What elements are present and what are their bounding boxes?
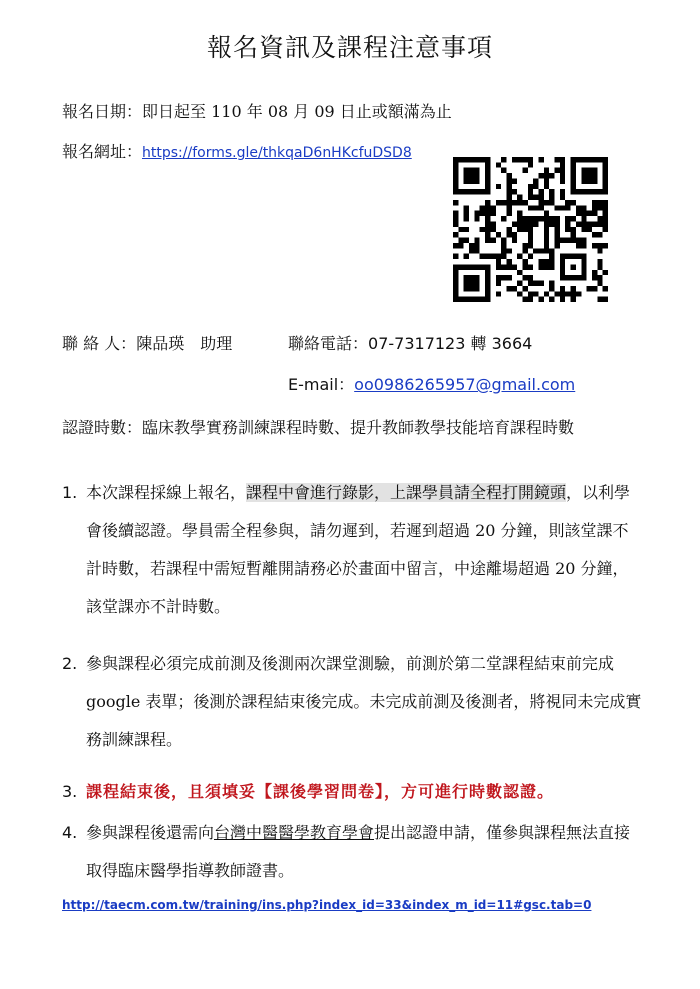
list-item-text: 參與課程後還需向台灣中醫醫學教育學會提出認證申請，僅參與課程無法直接取得臨床醫學指導教師證書。 [86,823,631,880]
list-item-1 [62,474,642,626]
highlighted-text: 課程中會進行錄影，上課學員請全程打開鏡頭 [246,483,567,502]
contact-phone-label: 聯絡電話： [288,334,369,353]
registration-date [62,102,452,122]
list-item-number: 4. [62,823,78,842]
registration-url-link[interactable]: https://forms.gle/thkqaD6nHKcfuDSD8 [142,145,412,161]
list-item-2 [62,645,642,759]
registration-date-label: 報名日期： [62,102,143,121]
registration-date-value: 即日起至 110 年 08 月 09 日止或額滿為止 [142,102,452,121]
list-item-4 [62,814,642,890]
certification-hours-label: 認證時數： [62,418,143,437]
contact-email-link[interactable]: oo0986265957@gmail.com [354,375,576,394]
contact-phone-value: 07-7317123 轉 3664 [368,334,533,353]
contact-person-label: 聯 絡 人： [62,334,137,353]
footer-url-link[interactable]: http://taecm.com.tw/training/ins.php?index_id=33&index_m_id=11#gsc.tab=0 [62,898,592,912]
contact-email-label: E-mail： [288,375,355,394]
qr-code-image [453,157,608,302]
list-item-text: 本次課程採線上報名，課程中會進行錄影，上課學員請全程打開鏡頭，以利學會後續認證。學員需全程參與，請勿遲到，若遲到超過 20 分鐘，則該堂課不計時數，若課程中需短暫離開請務必於畫面中留言，中途離場超過 20 分鐘，該堂課亦不計時數。 [86,483,631,616]
list-item-text: 參與課程必須完成前測及後測兩次課堂測驗，前測於第二堂課程結束前完成 google 表單；後測於課程結束後完成。未完成前測及後測者，將視同未完成實務訓練課程。 [86,654,642,749]
list-item-3 [62,773,642,811]
contact-email [288,375,575,395]
registration-url-label: 報名網址： [62,142,143,161]
list-item-number: 2. [62,654,78,673]
association-name: 台灣中醫醫學教育學會 [214,823,375,842]
footer-url-row [62,894,591,915]
contact-person-name: 陳品瑛 助理 [136,334,233,353]
list-item-number: 3. [62,782,78,801]
contact-phone [288,334,532,354]
registration-url-row [62,142,412,163]
list-item-text-emphasis: 課程結束後，且須填妥【課後學習問卷】，方可進行時數認證。 [86,782,555,801]
contact-person [62,334,232,354]
certification-hours [62,418,574,438]
page-title: 報名資訊及課程注意事項 [206,33,493,62]
list-item-number: 1. [62,483,78,502]
certification-hours-value: 臨床教學實務訓練課程時數、提升教師教學技能培育課程時數 [142,418,575,437]
